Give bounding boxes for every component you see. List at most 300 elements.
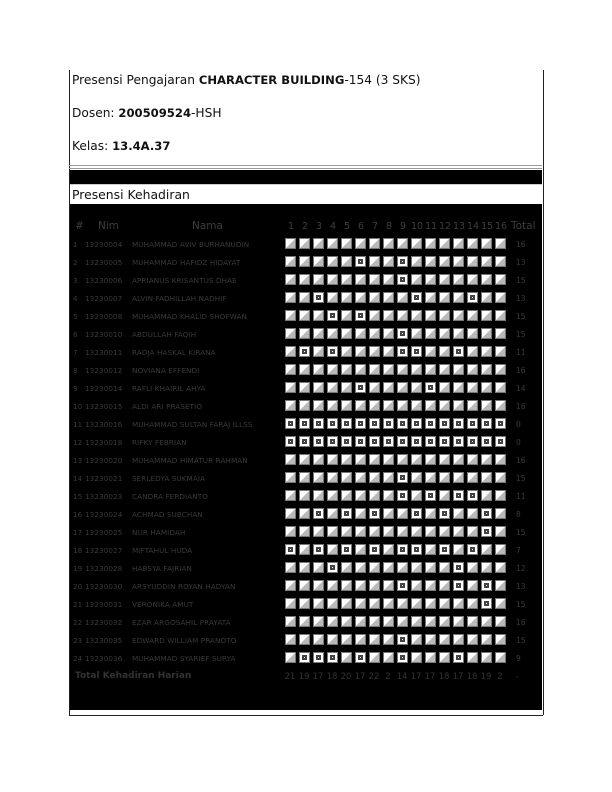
meeting-header: 3 bbox=[315, 221, 323, 232]
table-row bbox=[70, 525, 542, 543]
student-name: MUHAMMAD KHALID SHOFWAN bbox=[132, 312, 247, 321]
present-checkbox bbox=[384, 311, 393, 320]
present-checkbox bbox=[370, 311, 379, 320]
present-checkbox bbox=[314, 401, 323, 410]
meeting-header: 4 bbox=[329, 221, 337, 232]
present-checkbox bbox=[440, 239, 449, 248]
present-checkbox bbox=[286, 509, 295, 518]
present-checkbox bbox=[398, 239, 407, 248]
table-row bbox=[70, 237, 542, 255]
student-name: APRIANUS KRISANTUS DHAE bbox=[132, 276, 237, 285]
student-total: 16 bbox=[516, 618, 526, 627]
present-checkbox bbox=[496, 563, 505, 572]
student-total: 13 bbox=[516, 582, 526, 591]
present-checkbox bbox=[468, 383, 477, 392]
present-checkbox bbox=[454, 545, 463, 554]
present-checkbox bbox=[454, 599, 463, 608]
course-suffix: -154 (3 SKS) bbox=[344, 73, 421, 87]
present-checkbox bbox=[328, 365, 337, 374]
present-checkbox bbox=[482, 383, 491, 392]
student-total: 8 bbox=[516, 510, 521, 519]
present-checkbox bbox=[300, 581, 309, 590]
row-number: 9 bbox=[73, 384, 78, 393]
present-checkbox bbox=[300, 239, 309, 248]
present-checkbox bbox=[314, 563, 323, 572]
student-nim: 13230031 bbox=[85, 600, 123, 609]
present-checkbox bbox=[328, 509, 337, 518]
table-row bbox=[70, 345, 542, 363]
absent-checkbox bbox=[454, 491, 463, 500]
divider bbox=[69, 165, 542, 166]
present-checkbox bbox=[300, 599, 309, 608]
present-checkbox bbox=[496, 257, 505, 266]
present-checkbox bbox=[426, 311, 435, 320]
table-row bbox=[70, 615, 542, 633]
student-nim: 13230015 bbox=[85, 402, 123, 411]
present-checkbox bbox=[482, 329, 491, 338]
present-checkbox bbox=[440, 311, 449, 320]
absent-checkbox bbox=[454, 419, 463, 428]
student-total: 11 bbox=[516, 492, 526, 501]
absent-checkbox bbox=[468, 437, 477, 446]
daily-total-value: 18 bbox=[438, 672, 450, 682]
student-total: 15 bbox=[516, 474, 526, 483]
present-checkbox bbox=[314, 311, 323, 320]
present-checkbox bbox=[342, 293, 351, 302]
student-nim: 13230020 bbox=[85, 456, 123, 465]
row-number: 17 bbox=[73, 528, 83, 537]
row-number: 1 bbox=[73, 240, 78, 249]
present-checkbox bbox=[440, 599, 449, 608]
meeting-header: 16 bbox=[494, 221, 508, 232]
present-checkbox bbox=[440, 383, 449, 392]
absent-checkbox bbox=[370, 419, 379, 428]
absent-checkbox bbox=[342, 437, 351, 446]
absent-checkbox bbox=[314, 293, 323, 302]
present-checkbox bbox=[342, 275, 351, 284]
present-checkbox bbox=[356, 293, 365, 302]
present-checkbox bbox=[412, 311, 421, 320]
present-checkbox bbox=[440, 473, 449, 482]
absent-checkbox bbox=[468, 491, 477, 500]
absent-checkbox bbox=[440, 419, 449, 428]
present-checkbox bbox=[398, 509, 407, 518]
present-checkbox bbox=[426, 329, 435, 338]
present-checkbox bbox=[384, 275, 393, 284]
absent-checkbox bbox=[384, 437, 393, 446]
present-checkbox bbox=[468, 347, 477, 356]
present-checkbox bbox=[286, 383, 295, 392]
present-checkbox bbox=[440, 347, 449, 356]
present-checkbox bbox=[482, 617, 491, 626]
absent-checkbox bbox=[356, 257, 365, 266]
row-number: 18 bbox=[73, 546, 83, 555]
present-checkbox bbox=[468, 617, 477, 626]
absent-checkbox bbox=[300, 347, 309, 356]
absent-checkbox bbox=[440, 509, 449, 518]
present-checkbox bbox=[370, 257, 379, 266]
present-checkbox bbox=[342, 239, 351, 248]
present-checkbox bbox=[356, 599, 365, 608]
present-checkbox bbox=[412, 275, 421, 284]
present-checkbox bbox=[286, 455, 295, 464]
row-number: 20 bbox=[73, 582, 83, 591]
bottom-rule bbox=[69, 715, 543, 716]
present-checkbox bbox=[454, 401, 463, 410]
student-nim: 13230023 bbox=[85, 492, 123, 501]
absent-checkbox bbox=[468, 419, 477, 428]
present-checkbox bbox=[482, 545, 491, 554]
student-nim: 13230008 bbox=[85, 312, 123, 321]
absent-checkbox bbox=[454, 581, 463, 590]
present-checkbox bbox=[370, 599, 379, 608]
present-checkbox bbox=[356, 581, 365, 590]
present-checkbox bbox=[496, 383, 505, 392]
student-name: MUHAMMAD HAFIDZ HIDAYAT bbox=[132, 258, 241, 267]
present-checkbox bbox=[468, 599, 477, 608]
absent-checkbox bbox=[342, 545, 351, 554]
present-checkbox bbox=[384, 347, 393, 356]
student-total: 9 bbox=[516, 654, 521, 663]
present-checkbox bbox=[356, 563, 365, 572]
absent-checkbox bbox=[370, 437, 379, 446]
absent-checkbox bbox=[496, 419, 505, 428]
daily-total-value: 17 bbox=[410, 672, 422, 682]
student-total: 11 bbox=[516, 348, 526, 357]
present-checkbox bbox=[328, 239, 337, 248]
student-name: NUR HAMIDAH bbox=[132, 528, 186, 537]
present-checkbox bbox=[286, 293, 295, 302]
present-checkbox bbox=[300, 455, 309, 464]
student-total: 16 bbox=[516, 366, 526, 375]
absent-checkbox bbox=[370, 509, 379, 518]
absent-checkbox bbox=[356, 311, 365, 320]
present-checkbox bbox=[426, 347, 435, 356]
student-name: RADJA HASKAL KIRANA bbox=[132, 348, 216, 357]
absent-checkbox bbox=[314, 545, 323, 554]
meeting-header: 13 bbox=[452, 221, 466, 232]
daily-total-value: 17 bbox=[354, 672, 366, 682]
table-row bbox=[70, 399, 542, 417]
present-checkbox bbox=[314, 617, 323, 626]
course-name: CHARACTER BUILDING bbox=[198, 73, 345, 87]
present-checkbox bbox=[482, 347, 491, 356]
present-checkbox bbox=[412, 491, 421, 500]
present-checkbox bbox=[384, 527, 393, 536]
meeting-header: 5 bbox=[343, 221, 351, 232]
present-checkbox bbox=[370, 653, 379, 662]
student-name: MUHAMMAD HIMATUR RAHMAN bbox=[132, 456, 248, 465]
present-checkbox bbox=[384, 635, 393, 644]
present-checkbox bbox=[454, 311, 463, 320]
present-checkbox bbox=[356, 275, 365, 284]
present-checkbox bbox=[300, 257, 309, 266]
col-total-header: Total bbox=[511, 220, 536, 232]
present-checkbox bbox=[342, 257, 351, 266]
table-row bbox=[70, 291, 542, 309]
meeting-header: 1 bbox=[287, 221, 295, 232]
present-checkbox bbox=[300, 311, 309, 320]
absent-checkbox bbox=[398, 491, 407, 500]
student-nim: 13230014 bbox=[85, 384, 123, 393]
table-row bbox=[70, 543, 542, 561]
student-name: ALDI ARI PRASETIO bbox=[132, 402, 203, 411]
absent-checkbox bbox=[454, 347, 463, 356]
daily-total-value: 20 bbox=[340, 672, 352, 682]
student-nim: 13230036 bbox=[85, 654, 123, 663]
present-checkbox bbox=[496, 473, 505, 482]
absent-checkbox bbox=[300, 437, 309, 446]
present-checkbox bbox=[440, 491, 449, 500]
daily-total-value: 14 bbox=[396, 672, 408, 682]
absent-checkbox bbox=[356, 653, 365, 662]
present-checkbox bbox=[468, 509, 477, 518]
present-checkbox bbox=[328, 257, 337, 266]
present-checkbox bbox=[454, 455, 463, 464]
absent-checkbox bbox=[398, 275, 407, 284]
student-total: 15 bbox=[516, 330, 526, 339]
present-checkbox bbox=[342, 653, 351, 662]
present-checkbox bbox=[468, 275, 477, 284]
table-row bbox=[70, 309, 542, 327]
row-number: 8 bbox=[73, 366, 78, 375]
absent-checkbox bbox=[454, 653, 463, 662]
present-checkbox bbox=[468, 473, 477, 482]
student-total: 15 bbox=[516, 312, 526, 321]
present-checkbox bbox=[384, 617, 393, 626]
dosen-suffix: -HSH bbox=[191, 106, 222, 120]
present-checkbox bbox=[384, 293, 393, 302]
daily-total-value: 18 bbox=[466, 672, 478, 682]
student-nim: 13230028 bbox=[85, 564, 123, 573]
student-nim: 13230035 bbox=[85, 636, 123, 645]
present-checkbox bbox=[342, 599, 351, 608]
row-number: 10 bbox=[73, 402, 83, 411]
present-checkbox bbox=[412, 617, 421, 626]
present-checkbox bbox=[398, 599, 407, 608]
present-checkbox bbox=[328, 635, 337, 644]
absent-checkbox bbox=[412, 509, 421, 518]
student-total: 15 bbox=[516, 276, 526, 285]
present-checkbox bbox=[440, 581, 449, 590]
student-total: 15 bbox=[516, 636, 526, 645]
present-checkbox bbox=[468, 455, 477, 464]
absent-checkbox bbox=[314, 419, 323, 428]
present-checkbox bbox=[426, 617, 435, 626]
present-checkbox bbox=[328, 581, 337, 590]
present-checkbox bbox=[286, 347, 295, 356]
present-checkbox bbox=[370, 383, 379, 392]
student-nim: 13230007 bbox=[85, 294, 123, 303]
row-number: 6 bbox=[73, 330, 78, 339]
table-row bbox=[70, 255, 542, 273]
present-checkbox bbox=[328, 383, 337, 392]
daily-total-value: 2 bbox=[385, 672, 391, 682]
section-title: Presensi Kehadiran bbox=[72, 187, 190, 202]
present-checkbox bbox=[356, 473, 365, 482]
student-nim: 13230012 bbox=[85, 366, 123, 375]
absent-checkbox bbox=[328, 347, 337, 356]
class-line bbox=[72, 139, 170, 153]
present-checkbox bbox=[384, 473, 393, 482]
present-checkbox bbox=[370, 635, 379, 644]
present-checkbox bbox=[314, 473, 323, 482]
row-number: 16 bbox=[73, 510, 83, 519]
absent-checkbox bbox=[342, 419, 351, 428]
present-checkbox bbox=[496, 491, 505, 500]
student-total: 13 bbox=[516, 258, 526, 267]
present-checkbox bbox=[370, 563, 379, 572]
present-checkbox bbox=[454, 257, 463, 266]
present-checkbox bbox=[286, 257, 295, 266]
present-checkbox bbox=[496, 239, 505, 248]
present-checkbox bbox=[342, 491, 351, 500]
student-total: 0 bbox=[516, 420, 521, 429]
present-checkbox bbox=[286, 275, 295, 284]
daily-total-value: 21 bbox=[284, 672, 296, 682]
present-checkbox bbox=[496, 527, 505, 536]
present-checkbox bbox=[370, 527, 379, 536]
present-checkbox bbox=[300, 473, 309, 482]
daily-total-row bbox=[70, 671, 542, 685]
absent-checkbox bbox=[482, 437, 491, 446]
absent-checkbox bbox=[398, 257, 407, 266]
absent-checkbox bbox=[412, 293, 421, 302]
table-row bbox=[70, 363, 542, 381]
present-checkbox bbox=[468, 581, 477, 590]
present-checkbox bbox=[454, 509, 463, 518]
present-checkbox bbox=[426, 635, 435, 644]
absent-checkbox bbox=[454, 563, 463, 572]
present-checkbox bbox=[440, 653, 449, 662]
present-checkbox bbox=[454, 635, 463, 644]
present-checkbox bbox=[412, 401, 421, 410]
present-checkbox bbox=[496, 581, 505, 590]
row-number: 23 bbox=[73, 636, 83, 645]
present-checkbox bbox=[496, 401, 505, 410]
row-number: 15 bbox=[73, 492, 83, 501]
absent-checkbox bbox=[398, 635, 407, 644]
present-checkbox bbox=[314, 257, 323, 266]
present-checkbox bbox=[454, 617, 463, 626]
student-nim: 13230021 bbox=[85, 474, 123, 483]
present-checkbox bbox=[496, 311, 505, 320]
absent-checkbox bbox=[482, 509, 491, 518]
student-nim: 13230016 bbox=[85, 420, 123, 429]
present-checkbox bbox=[300, 383, 309, 392]
present-checkbox bbox=[356, 617, 365, 626]
dosen-label: Dosen: bbox=[72, 106, 119, 120]
absent-checkbox bbox=[314, 509, 323, 518]
absent-checkbox bbox=[426, 383, 435, 392]
present-checkbox bbox=[426, 239, 435, 248]
present-checkbox bbox=[398, 455, 407, 464]
present-checkbox bbox=[314, 239, 323, 248]
present-checkbox bbox=[412, 635, 421, 644]
student-nim: 13230005 bbox=[85, 258, 123, 267]
absent-checkbox bbox=[412, 419, 421, 428]
present-checkbox bbox=[440, 275, 449, 284]
present-checkbox bbox=[482, 635, 491, 644]
daily-total-value: 19 bbox=[298, 672, 310, 682]
col-no-header: # bbox=[75, 220, 84, 232]
student-name: RIFKY FEBRIAN bbox=[132, 438, 187, 447]
student-total: 0 bbox=[516, 438, 521, 447]
present-checkbox bbox=[370, 617, 379, 626]
student-name: SERLEDYA SUKMAIA bbox=[132, 474, 206, 483]
absent-checkbox bbox=[328, 563, 337, 572]
present-checkbox bbox=[314, 599, 323, 608]
table-row bbox=[70, 327, 542, 345]
student-name: CANDRA FERDIANTO bbox=[132, 492, 209, 501]
present-checkbox bbox=[300, 401, 309, 410]
absent-checkbox bbox=[398, 545, 407, 554]
present-checkbox bbox=[468, 239, 477, 248]
present-checkbox bbox=[482, 239, 491, 248]
present-checkbox bbox=[384, 653, 393, 662]
absent-checkbox bbox=[482, 527, 491, 536]
present-checkbox bbox=[440, 617, 449, 626]
present-checkbox bbox=[468, 365, 477, 374]
present-checkbox bbox=[412, 653, 421, 662]
meeting-header: 10 bbox=[410, 221, 424, 232]
student-name: RAFLI KHAIRIL AHYA bbox=[132, 384, 206, 393]
present-checkbox bbox=[412, 455, 421, 464]
present-checkbox bbox=[356, 329, 365, 338]
absent-checkbox bbox=[426, 491, 435, 500]
present-checkbox bbox=[468, 401, 477, 410]
present-checkbox bbox=[342, 563, 351, 572]
attendance-table bbox=[70, 204, 542, 710]
student-name: MUHAMMAD SYARIEF SURYA bbox=[132, 654, 236, 663]
present-checkbox bbox=[328, 455, 337, 464]
present-checkbox bbox=[496, 329, 505, 338]
student-name: ABDULLAH FAQIH bbox=[132, 330, 197, 339]
present-checkbox bbox=[370, 239, 379, 248]
present-checkbox bbox=[370, 365, 379, 374]
present-checkbox bbox=[286, 329, 295, 338]
present-checkbox bbox=[440, 257, 449, 266]
present-checkbox bbox=[328, 527, 337, 536]
present-checkbox bbox=[342, 401, 351, 410]
present-checkbox bbox=[482, 401, 491, 410]
section-header bbox=[70, 184, 542, 205]
present-checkbox bbox=[342, 527, 351, 536]
present-checkbox bbox=[328, 329, 337, 338]
present-checkbox bbox=[286, 563, 295, 572]
present-checkbox bbox=[286, 527, 295, 536]
absent-checkbox bbox=[356, 419, 365, 428]
absent-checkbox bbox=[314, 653, 323, 662]
present-checkbox bbox=[356, 347, 365, 356]
daily-total-value: 17 bbox=[312, 672, 324, 682]
present-checkbox bbox=[300, 365, 309, 374]
present-checkbox bbox=[342, 581, 351, 590]
present-checkbox bbox=[300, 491, 309, 500]
present-checkbox bbox=[454, 473, 463, 482]
row-number: 4 bbox=[73, 294, 78, 303]
meeting-header: 9 bbox=[399, 221, 407, 232]
present-checkbox bbox=[314, 581, 323, 590]
row-number: 12 bbox=[73, 438, 83, 447]
course-prefix: Presensi Pengajaran bbox=[72, 73, 199, 87]
present-checkbox bbox=[384, 365, 393, 374]
present-checkbox bbox=[440, 329, 449, 338]
present-checkbox bbox=[370, 455, 379, 464]
present-checkbox bbox=[370, 329, 379, 338]
present-checkbox bbox=[384, 257, 393, 266]
present-checkbox bbox=[454, 329, 463, 338]
